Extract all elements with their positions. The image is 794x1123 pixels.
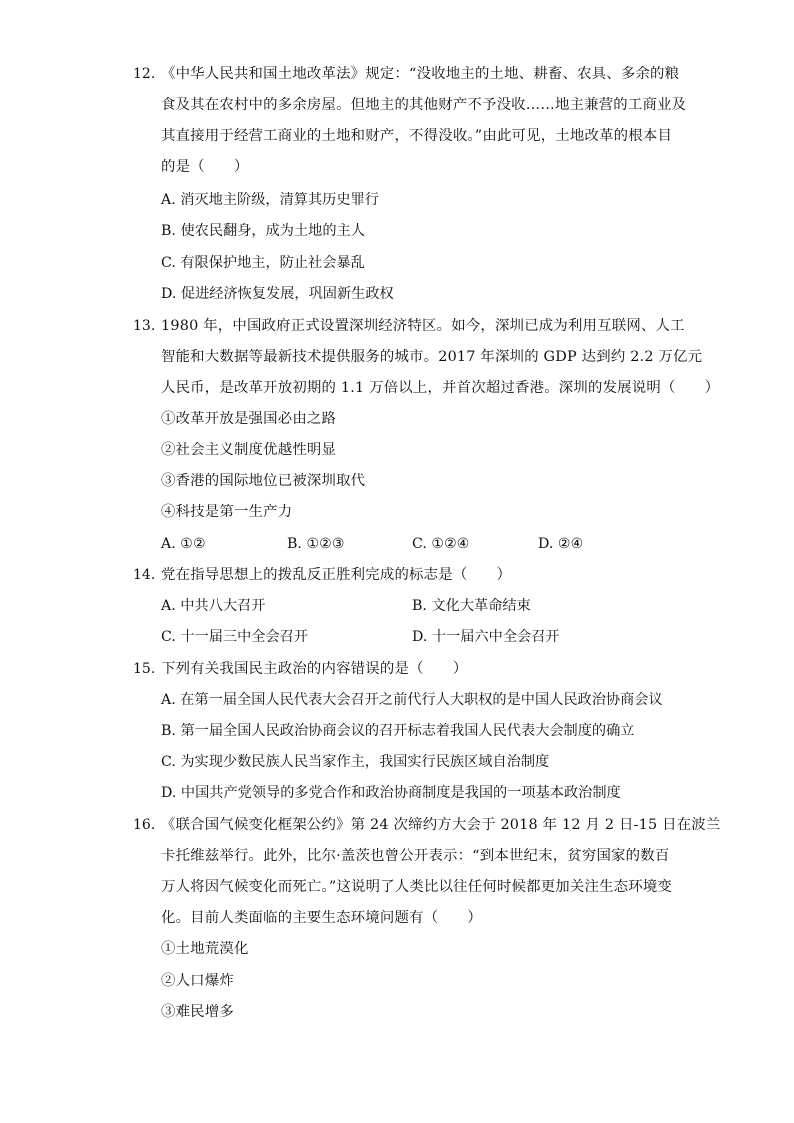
statement-1: ①改革开放是强国必由之路 xyxy=(161,411,337,427)
statement-4: ④科技是第一生产力 xyxy=(161,504,293,520)
question-text-line: 智能和大数据等最新技术提供服务的城市。2017 年深圳的 GDP 达到约 2.2 万亿元 xyxy=(161,349,703,365)
question-text-line: 1980 年，中国政府正式设置深圳经济特区。如今，深圳已成为利用互联网、人工 xyxy=(161,318,685,334)
option-b: B. 文化大革命结束 xyxy=(412,598,531,614)
statement-2: ②社会主义制度优越性明显 xyxy=(161,442,337,458)
option-d: D. ②④ xyxy=(538,536,584,552)
statement-3: ③难民增多 xyxy=(161,1004,234,1020)
question-text-line: 党在指导思想上的拨乱反正胜利完成的标志是（ ） xyxy=(161,567,512,583)
question-number: 15. xyxy=(133,661,156,677)
statement-2: ②人口爆炸 xyxy=(161,973,234,989)
question-text-line: 下列有关我国民主政治的内容错误的是（ ） xyxy=(161,661,468,677)
option-d: D. 中国共产党领导的多党合作和政治协商制度是我国的一项基本政治制度 xyxy=(161,785,621,801)
question-number: 16. xyxy=(133,817,156,833)
question-text-line: 人民币，是改革开放初期的 1.1 万倍以上，并首次超过香港。深圳的发展说明（ ） xyxy=(161,380,720,396)
option-a: A. 在第一届全国人民代表大会召开之前代行人大职权的是中国人民政治协商会议 xyxy=(161,692,663,708)
option-a: A. ①② xyxy=(161,536,206,552)
question-text-line: 其直接用于经营工商业的土地和财产，不得没收。”由此可见，土地改革的根本目 xyxy=(161,128,673,144)
option-b: B. 第一届全国人民政治协商会议的召开标志着我国人民代表大会制度的确立 xyxy=(161,723,635,739)
option-a: A. 中共八大召开 xyxy=(161,598,266,614)
question-text-line: 万人将因气候变化而死亡。”这说明了人类比以往任何时候都更加关注生态环境变 xyxy=(161,879,673,895)
option-c: C. 为实现少数民族人民当家作主，我国实行民族区域自治制度 xyxy=(161,754,550,770)
question-text-line: 《联合国气候变化框架公约》第 24 次缔约方大会于 2018 年 12 月 2 日-15 日在波兰 xyxy=(161,817,721,833)
question-number: 12. xyxy=(133,66,156,82)
question-text-line: 食及其在农村中的多余房屋。但地主的其他财产不予没收……地主兼营的工商业及 xyxy=(161,97,687,113)
question-text-line: 卡托维兹举行。此外，比尔·盖茨也曾公开表示：“到本世纪末，贫穷国家的数百 xyxy=(161,848,670,864)
option-c: C. 有限保护地主，防止社会暴乱 xyxy=(161,255,365,271)
option-c: C. 十一届三中全会召开 xyxy=(161,629,309,645)
question-number: 13. xyxy=(133,318,156,334)
option-d: D. 促进经济恢复发展，巩固新生政权 xyxy=(161,286,394,302)
option-c: C. ①②④ xyxy=(412,536,470,552)
question-text-line: 《中华人民共和国土地改革法》规定：“没收地主的土地、耕畜、农具、多余的粮 xyxy=(161,66,680,82)
option-d: D. 十一届六中全会召开 xyxy=(412,629,560,645)
question-text-line: 的是（ ） xyxy=(161,159,249,175)
option-b: B. ①②③ xyxy=(287,536,345,552)
statement-1: ①土地荒漠化 xyxy=(161,941,249,957)
option-a: A. 消灭地主阶级，清算其历史罪行 xyxy=(161,192,379,208)
question-text-line: 化。目前人类面临的主要生态环境问题有（ ） xyxy=(161,910,482,926)
statement-3: ③香港的国际地位已被深圳取代 xyxy=(161,473,366,489)
option-b: B. 使农民翻身，成为土地的主人 xyxy=(161,223,365,239)
question-number: 14. xyxy=(133,567,156,583)
